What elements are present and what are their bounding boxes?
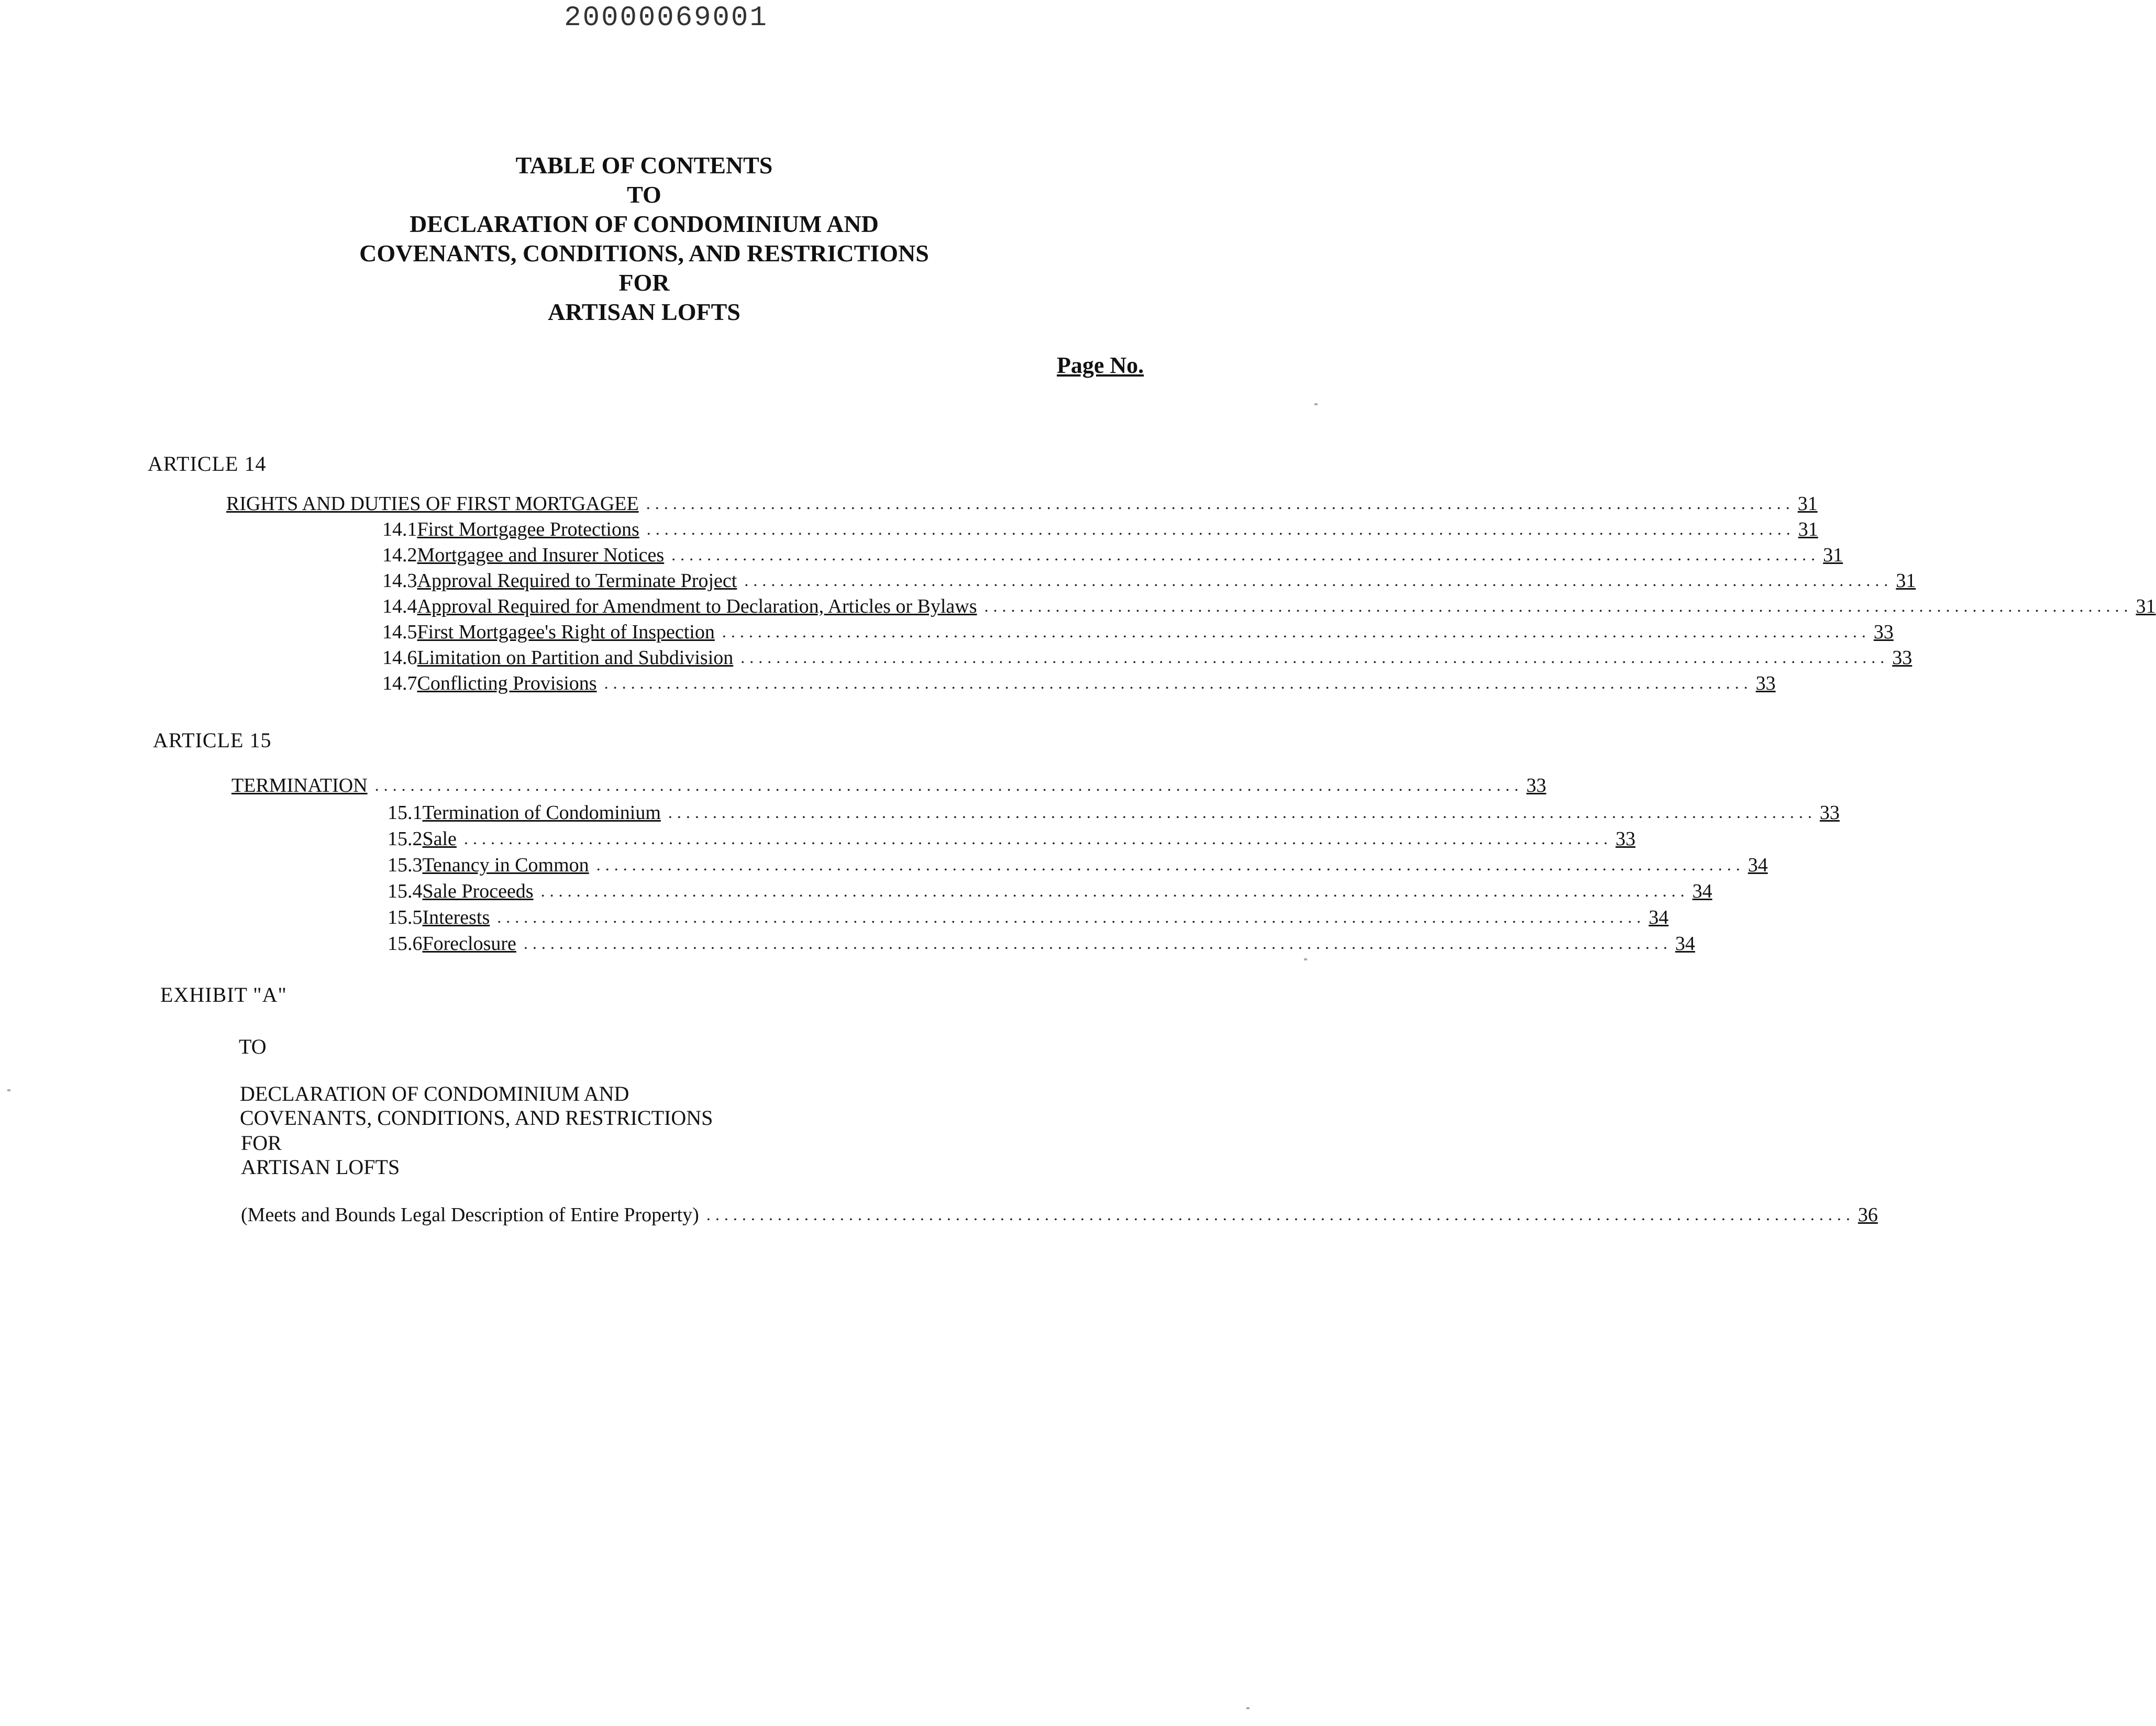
leader-dots: ................................................................................................................................. — [523, 934, 1672, 953]
toc-item-number: 15.2 — [388, 828, 423, 850]
toc-page-number: 31 — [1823, 544, 1843, 566]
toc-item-label: Approval Required for Amendment to Declaration, Articles or Bylaws — [417, 595, 977, 617]
toc-item-label: Foreclosure — [422, 933, 516, 955]
toc-item-number: 14.6 — [382, 647, 417, 669]
toc-page-number: 33 — [1526, 775, 1546, 796]
toc-section-label: TERMINATION — [231, 775, 368, 796]
leader-dots: ................................................................................................................................. — [668, 803, 1817, 822]
document-number: 20000069001 — [564, 2, 768, 34]
toc-row — [382, 618, 1894, 644]
leader-dots: ................................................................................................................................. — [374, 776, 1523, 794]
toc-item-label: Tenancy in Common — [422, 854, 589, 876]
toc-row — [382, 670, 1776, 695]
leader-dots: ................................................................................................................................. — [671, 545, 1820, 564]
toc-section-label: RIGHTS AND DUTIES OF FIRST MORTGAGEE — [226, 493, 639, 515]
toc-item-number: 14.2 — [382, 544, 417, 566]
toc-item-label: Interests — [422, 906, 490, 928]
toc-page-number: 31 — [1798, 518, 1818, 540]
leader-dots: ................................................................................................................................. — [646, 519, 1795, 538]
toc-row — [382, 567, 1916, 592]
toc-page-number: 31 — [1896, 570, 1916, 592]
leader-dots: ................................................................................................................................. — [540, 881, 1689, 900]
title-line: DECLARATION OF CONDOMINIUM AND — [410, 211, 879, 237]
scan-speck — [1246, 1707, 1250, 1709]
title-line: FOR — [618, 269, 670, 296]
toc-page-number: 31 — [1797, 493, 1818, 515]
scan-speck — [1314, 403, 1318, 405]
leader-dots: ................................................................................................................................. — [744, 571, 1893, 590]
toc-item-number: 15.3 — [388, 854, 423, 876]
title-line: TABLE OF CONTENTS — [515, 152, 773, 179]
toc-item-label: Conflicting Provisions — [417, 672, 597, 694]
toc-item-label: Termination of Condominium — [422, 802, 661, 824]
toc-row — [388, 851, 1768, 877]
toc-row — [382, 644, 1912, 669]
leader-dots: ................................................................................................................................. — [706, 1205, 1855, 1224]
scan-speck — [7, 1089, 10, 1091]
toc-page-number: 34 — [1675, 933, 1695, 955]
toc-page-number: 33 — [1615, 828, 1635, 850]
leader-dots: ................................................................................................................................. — [604, 673, 1753, 692]
leader-dots: ................................................................................................................................. — [740, 648, 1889, 667]
article-14-heading: ARTICLE 14 — [148, 452, 267, 475]
toc-item-number: 15.4 — [388, 880, 423, 902]
exhibit-line: COVENANTS, CONDITIONS, AND RESTRICTIONS — [240, 1106, 713, 1130]
toc-item-number: 14.1 — [382, 518, 417, 540]
leader-dots: ................................................................................................................................. — [984, 596, 2133, 615]
toc-page-number: 33 — [1873, 621, 1894, 643]
exhibit-line: TO — [239, 1035, 267, 1058]
toc-item-number: 15.1 — [388, 802, 423, 824]
toc-page-number: 33 — [1755, 672, 1776, 694]
exhibit-heading: EXHIBIT "A" — [160, 983, 287, 1006]
toc-row — [388, 799, 1840, 824]
toc-item-number: 15.5 — [388, 906, 423, 928]
toc-page-number: 34 — [1748, 854, 1768, 876]
title-line: COVENANTS, CONDITIONS, AND RESTRICTIONS — [359, 240, 929, 267]
leader-dots: ................................................................................................................................. — [646, 494, 1795, 513]
leader-dots: ................................................................................................................................. — [497, 908, 1646, 926]
toc-row — [382, 516, 1818, 541]
toc-item-label: First Mortgagee Protections — [417, 518, 639, 540]
article-15-heading: ARTICLE 15 — [153, 728, 272, 752]
toc-exhibit-entry — [241, 1201, 1878, 1226]
toc-item-label: Limitation on Partition and Subdivision — [417, 647, 734, 669]
toc-page-number: 31 — [2136, 595, 2156, 617]
exhibit-line: FOR — [241, 1131, 282, 1155]
margin-stamp — [1235, 78, 1259, 250]
toc-page-number: 34 — [1649, 906, 1669, 928]
toc-page-number: 36 — [1858, 1204, 1878, 1226]
title-block — [314, 151, 974, 327]
toc-item-label: Sale Proceeds — [422, 880, 534, 902]
leader-dots: ................................................................................................................................. — [596, 855, 1745, 874]
toc-row — [388, 825, 1635, 850]
title-line: ARTISAN LOFTS — [548, 298, 740, 325]
toc-item-label: First Mortgagee's Right of Inspection — [417, 621, 715, 643]
toc-row — [388, 904, 1669, 929]
toc-section-rights-duties — [226, 490, 1818, 515]
toc-row — [388, 878, 1712, 903]
toc-item-number: 15.6 — [388, 933, 423, 955]
toc-item-number: 14.4 — [382, 595, 417, 617]
toc-row — [382, 541, 1843, 567]
page-no-header: Page No. — [1057, 352, 1144, 378]
leader-dots: ................................................................................................................................. — [463, 829, 1612, 848]
toc-item-label: Mortgagee and Insurer Notices — [417, 544, 665, 566]
toc-row — [382, 593, 2156, 618]
leader-dots: ................................................................................................................................. — [722, 622, 1871, 641]
toc-item-number: 14.5 — [382, 621, 417, 643]
toc-page-number: 33 — [1819, 802, 1840, 824]
title-line: TO — [627, 181, 661, 208]
scan-speck — [1304, 958, 1307, 960]
toc-item-number: 14.3 — [382, 570, 417, 592]
exhibit-line: DECLARATION OF CONDOMINIUM AND — [240, 1082, 629, 1105]
exhibit-line: ARTISAN LOFTS — [241, 1155, 400, 1179]
toc-page-number: 34 — [1692, 880, 1712, 902]
toc-item-label: (Meets and Bounds Legal Description of Entire Property) — [241, 1204, 699, 1226]
toc-section-termination — [231, 772, 1546, 797]
toc-page-number: 33 — [1892, 647, 1912, 669]
toc-item-label: Sale — [422, 828, 457, 850]
toc-item-label: Approval Required to Terminate Project — [417, 570, 737, 592]
toc-row — [388, 930, 1695, 955]
toc-item-number: 14.7 — [382, 672, 417, 694]
